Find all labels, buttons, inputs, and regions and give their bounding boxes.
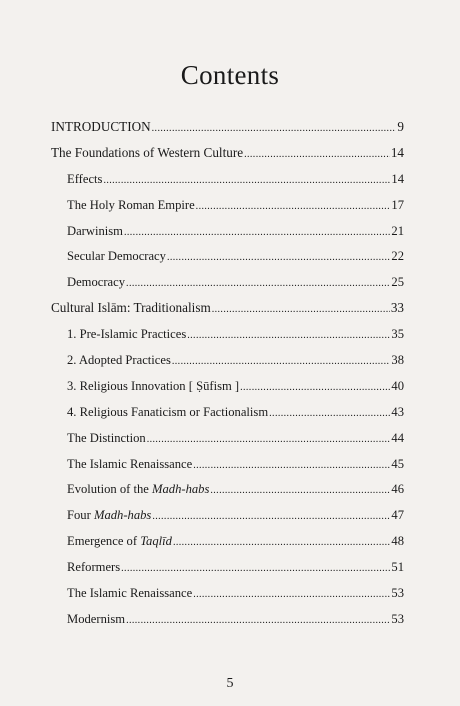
toc-entry-label: Reformers (67, 560, 121, 575)
dot-leader (147, 431, 391, 449)
toc-entry (51, 455, 404, 481)
toc-entry (51, 584, 404, 610)
toc-entry-label: Modernism (67, 611, 126, 626)
toc-entry-label: 4. Religious Fanaticism or Factionalism (67, 404, 269, 419)
dot-leader (269, 405, 390, 423)
toc-entry-page: 43 (391, 404, 404, 419)
toc-entry-page: 21 (391, 223, 404, 238)
toc-entry (51, 144, 404, 170)
toc-entry (51, 610, 404, 636)
toc-entry (51, 351, 404, 377)
dot-leader (193, 586, 390, 604)
toc-entry-page: 46 (391, 482, 404, 497)
dot-leader (121, 560, 390, 578)
dot-leader (167, 249, 390, 267)
toc-entry-page: 14 (390, 144, 404, 160)
toc-entry-page: 53 (391, 586, 404, 601)
toc-entry-label: Democracy (67, 275, 126, 290)
page-title: Contents (180, 60, 280, 90)
toc-entry-label: 2. Adopted Practices (67, 353, 171, 368)
toc-entry-label: Effects (67, 171, 103, 186)
dot-leader (210, 482, 390, 500)
toc-entry (51, 403, 404, 429)
toc-entry (51, 377, 404, 403)
dot-leader (212, 301, 390, 319)
toc-entry-page: 22 (391, 249, 404, 264)
toc-entry-page: 33 (390, 300, 404, 316)
toc-entry-page: 17 (391, 197, 404, 212)
dot-leader (103, 172, 390, 190)
toc-entry-label: Four Madh-habs (67, 508, 152, 523)
dot-leader (196, 198, 391, 216)
dot-leader (126, 275, 390, 293)
dot-leader (244, 146, 390, 164)
dot-leader (152, 120, 397, 138)
table-of-contents (51, 118, 404, 636)
toc-entry-page: 47 (391, 508, 404, 523)
dot-leader (193, 457, 390, 475)
toc-entry-label: The Islamic Renaissance (67, 586, 193, 601)
toc-entry-label: Cultural Islām: Traditionalism (51, 300, 211, 316)
toc-entry (51, 480, 404, 506)
dot-leader (152, 508, 390, 526)
dot-leader (240, 379, 390, 397)
toc-entry-label: Emergence of Taqlīd (67, 534, 172, 549)
toc-entry-label: 1. Pre-Islamic Practices (67, 327, 187, 342)
toc-entry (51, 299, 404, 325)
toc-entry-page: 51 (391, 560, 404, 575)
toc-entry-page: 35 (391, 327, 404, 342)
toc-entry (51, 196, 404, 222)
toc-entry (51, 273, 404, 299)
toc-entry-label: 3. Religious Innovation [ Ṣūfism ] (67, 378, 240, 393)
toc-entry-page: 44 (391, 430, 404, 445)
toc-entry-page: 45 (391, 456, 404, 471)
toc-entry-label: Evolution of the Madh-habs (67, 482, 210, 497)
toc-entry-label: Secular Democracy (67, 249, 166, 264)
toc-entry-label: INTRODUCTION (51, 119, 151, 134)
toc-entry (51, 506, 404, 532)
toc-entry-label: The Distinction (67, 430, 146, 445)
toc-entry-page: 48 (391, 534, 404, 549)
dot-leader (173, 534, 390, 552)
page-number: 5 (226, 676, 234, 691)
toc-entry (51, 558, 404, 584)
toc-entry-page: 25 (391, 275, 404, 290)
toc-entry (51, 429, 404, 455)
dot-leader (187, 327, 390, 345)
toc-entry-page: 38 (391, 353, 404, 368)
toc-entry-label: The Holy Roman Empire (67, 197, 195, 212)
toc-entry-page: 53 (391, 611, 404, 626)
toc-entry (51, 247, 404, 273)
toc-entry-page: 9 (397, 119, 404, 134)
toc-entry-label: The Islamic Renaissance (67, 456, 193, 471)
toc-entry-label: Darwinism (67, 223, 123, 238)
dot-leader (172, 353, 391, 371)
toc-entry (51, 532, 404, 558)
dot-leader (126, 612, 390, 630)
dot-leader (124, 224, 390, 242)
toc-entry (51, 170, 404, 196)
toc-entry (51, 222, 404, 248)
toc-entry (51, 118, 404, 144)
toc-entry-label: The Foundations of Western Culture (51, 144, 244, 160)
toc-entry (51, 325, 404, 351)
toc-entry-page: 14 (391, 171, 404, 186)
toc-entry-page: 40 (391, 378, 404, 393)
